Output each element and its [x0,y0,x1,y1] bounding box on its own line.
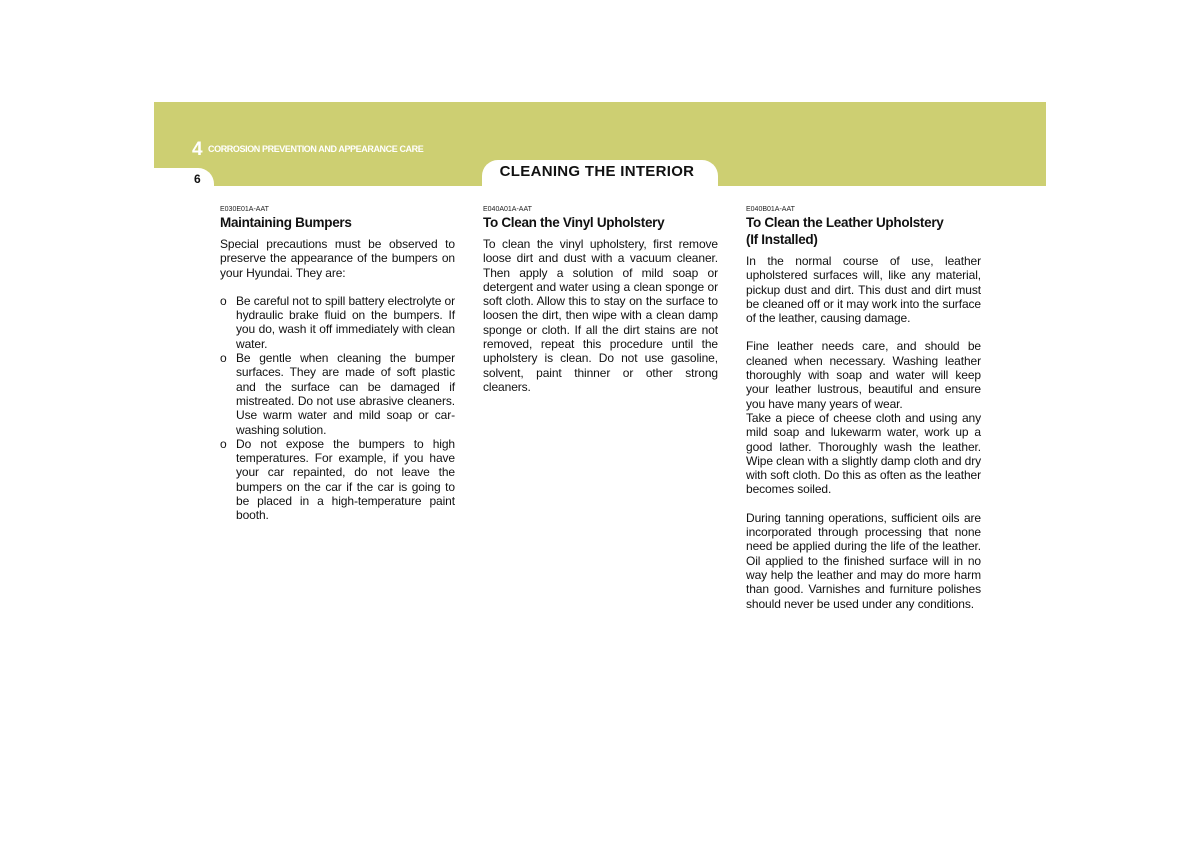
bumpers-heading: Maintaining Bumpers [220,215,352,230]
bullet-marker: o [220,436,227,451]
leather-heading-line-2: (If Installed) [746,232,818,247]
bullet-text: Do not expose the bumpers to high temperatures. For example, if you have your car repainted, do not leave the bumpers on the car if the car is going to be placed in a high-temperature paint booth. [236,436,455,523]
page-number: 6 [194,172,201,186]
bullet-marker: o [220,351,227,366]
leather-paragraph-1: In the normal course of use, leather upholstered surfaces will, like any material, pickup dust and dirt. This dust and dirt must be cleaned off or it may work into the surface of the leather, causing damage. [746,254,981,326]
bullet-marker: o [220,293,227,308]
vinyl-heading: To Clean the Vinyl Upholstery [483,215,665,230]
leather-paragraph-2: Fine leather needs care, and should be cleaned when necessary. Washing leather thoroughly with soap and water will keep your leather lustrous, beautiful and ensure you have many years of wear. [746,339,981,411]
leather-code: E040B01A-AAT [746,206,795,213]
bumpers-precautions-list [220,294,455,523]
leather-column [746,205,981,611]
list-item [220,294,455,351]
leather-paragraph-4: During tanning operations, sufficient oils are incorporated through processing that none need be applied during the life of the leather. Oil applied to the finished surface will in no way help the leather and may do more harm than good. Varnishes and furniture polishes should never be used under any conditions. [746,510,981,611]
bullet-text: Be gentle when cleaning the bumper surfaces. They are made of soft plastic and the surface can be damaged if mistreated. Do not use abrasive cleaners. Use warm water and mild soap or car-washing solution. [236,351,455,437]
list-item [220,351,455,437]
vinyl-column [483,205,718,394]
bumpers-intro: Special precautions must be observed to preserve the appearance of the bumpers on your Hyundai. They are: [220,237,455,280]
list-item [220,437,455,523]
leather-paragraph-3: Take a piece of cheese cloth and using any mild soap and lukewarm water, work up a good lather. Thoroughly wash the leather. Wipe clean with a slightly damp cloth and dry with soft cloth. Do this as often as the leather becomes soiled. [746,410,981,497]
bumpers-column [220,205,455,523]
section-title: CLEANING THE INTERIOR [499,163,695,180]
vinyl-code: E040A01A-AAT [483,206,532,213]
bumpers-code: E030E01A-AAT [220,206,269,213]
bullet-text: Be careful not to spill battery electrolyte or hydraulic brake fluid on the bumpers. If you do, wash it off immediately with clean water. [236,293,455,351]
page-number-tab [154,168,214,188]
chapter-number: 4 [192,139,203,160]
leather-heading-line-1: To Clean the Leather Upholstery [746,215,944,230]
chapter-title: CORROSION PREVENTION AND APPEARANCE CARE [208,144,424,154]
vinyl-body: To clean the vinyl upholstery, first remove loose dirt and dust with a vacuum cleaner. Then apply a solution of mild soap or detergent and water using a clean sponge or soft cloth. Allow this to stay on the surface to loosen the dirt, then wipe with a clean damp sponge or cloth. If all the dirt stains are not removed, repeat this procedure until the upholstery is clean. Do not use gasoline, solvent, paint thinner or other strong cleaners. [483,237,718,394]
